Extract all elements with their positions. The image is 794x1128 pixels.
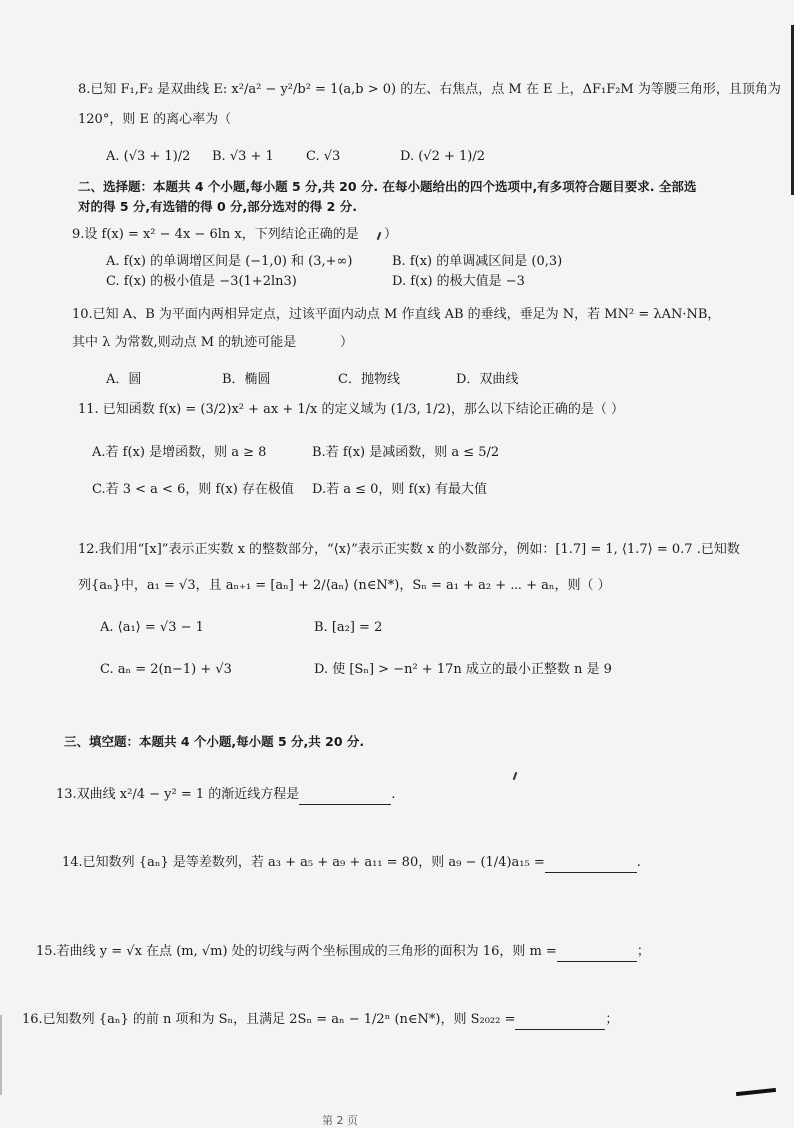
q10-option-c: C．抛物线 — [338, 372, 400, 387]
q8-option-b: B. √3 + 1 — [212, 149, 274, 164]
q8-stem-cont: 120°，则 E 的离心率为（ — [78, 112, 232, 127]
scan-speck — [513, 772, 518, 780]
q11-option-c: C.若 3 < a < 6，则 f(x) 存在极值 — [92, 482, 294, 497]
page-footer: 第 2 页 — [322, 1114, 358, 1127]
page-corner-mark — [736, 1088, 776, 1096]
q10-option-d: D．双曲线 — [456, 372, 519, 387]
q16-stem: 16.已知数列 {aₙ} 的前 n 项和为 Sₙ，且满足 2Sₙ = aₙ − 1/2ⁿ (n∈N*)，则 S₂₀₂₂ = — [22, 1012, 516, 1027]
q9-option-d: D. f(x) 的极大值是 −3 — [392, 274, 525, 289]
q14-answer-blank[interactable] — [545, 856, 637, 873]
q8-option-c: C. √3 — [306, 149, 341, 164]
q12-stem-cont: 列{aₙ}中，a₁ = √3，且 aₙ₊₁ = [aₙ] + 2/⟨aₙ⟩ (n∈N*)，Sₙ = a₁ + a₂ + ⋯ + aₙ，则（ ） — [78, 578, 611, 593]
q10-option-a: A．圆 — [106, 372, 142, 387]
q11-option-d: D.若 a ≤ 0，则 f(x) 有最大值 — [312, 482, 487, 497]
q10-option-b: B．椭圆 — [222, 372, 271, 387]
q15-answer-blank[interactable] — [557, 945, 637, 962]
section-2-title: 二、选择题：本题共 4 个小题,每小题 5 分,共 20 分. 在每小题给出的四个选项中,有多项符合题目要求. 全部选 — [78, 179, 697, 194]
q11-stem: 11. 已知函数 f(x) = (3/2)x² + ax + 1/x 的定义域为 (1/3, 1/2)，那么以下结论正确的是（ ） — [78, 402, 625, 417]
q13-end: . — [391, 787, 396, 802]
q8-option-a: A. (√3 + 1)/2 — [106, 149, 191, 164]
q13-row — [56, 785, 395, 805]
q12-option-d: D. 使 [Sₙ] > −n² + 17n 成立的最小正整数 n 是 9 — [314, 662, 612, 677]
q12-option-b: B. [a₂] = 2 — [314, 620, 383, 635]
q12-stem: 12.我们用“[x]”表示正实数 x 的整数部分，“⟨x⟩”表示正实数 x 的小数部分，例如：[1.7] = 1, ⟨1.7⟩ = 0.7 .已知数 — [78, 542, 740, 557]
q14-end: . — [636, 855, 641, 870]
q16-row — [22, 1010, 618, 1030]
q12-option-a: A. ⟨a₁⟩ = √3 − 1 — [100, 620, 204, 635]
q14-row — [62, 853, 641, 873]
q11-option-b: B.若 f(x) 是减函数，则 a ≤ 5/2 — [312, 445, 500, 460]
page-edge-shadow — [781, 25, 794, 195]
q14-stem: 14.已知数列 {aₙ} 是等差数列，若 a₃ + a₅ + a₉ + a₁₁ = 80，则 a₉ − (1/4)a₁₅ = — [62, 855, 545, 870]
q16-end: ； — [605, 1012, 619, 1027]
q13-answer-blank[interactable] — [299, 788, 391, 805]
q11-option-a: A.若 f(x) 是增函数，则 a ≥ 8 — [92, 445, 267, 460]
q15-row — [36, 942, 650, 962]
q10-stem: 10.已知 A、B 为平面内两相异定点，过该平面内动点 M 作直线 AB 的垂线，垂足为 N，若 MN² = λAN·NB， — [72, 307, 721, 322]
q9-option-b: B. f(x) 的单调减区间是 (0,3) — [392, 254, 563, 269]
q12-option-c: C. aₙ = 2(n−1) + √3 — [100, 662, 232, 677]
q10-stem-cont: 其中 λ 为常数,则动点 M 的轨迹可能是 — [72, 335, 297, 350]
page-edge-shadow-left — [0, 1015, 8, 1095]
q8-option-d: D. (√2 + 1)/2 — [400, 149, 486, 164]
section-3-title: 三、填空题：本题共 4 个小题,每小题 5 分,共 20 分. — [64, 734, 365, 749]
q10-paren: ） — [340, 335, 354, 350]
q9-paren: ） — [384, 227, 398, 242]
scan-speck — [377, 232, 382, 240]
q15-stem: 15.若曲线 y = √x 在点 (m, √m) 处的切线与两个坐标围成的三角形的面积为 16，则 m = — [36, 944, 557, 959]
section-2-title-cont: 对的得 5 分,有选错的得 0 分,部分选对的得 2 分. — [78, 199, 357, 214]
q8-stem: 8.已知 F₁,F₂ 是双曲线 E: x²/a² − y²/b² = 1(a,b > 0) 的左、右焦点，点 M 在 E 上，ΔF₁F₂M 为等腰三角形，且顶角为 — [78, 82, 781, 97]
q15-end: ； — [636, 944, 650, 959]
q13-stem: 13.双曲线 x²/4 − y² = 1 的渐近线方程是 — [56, 787, 300, 802]
q16-answer-blank[interactable] — [515, 1013, 605, 1030]
q9-option-c: C. f(x) 的极小值是 −3(1+2ln3) — [106, 274, 297, 289]
q9-stem: 9.设 f(x) = x² − 4x − 6ln x，下列结论正确的是 — [72, 227, 359, 242]
q9-option-a: A. f(x) 的单调增区间是 (−1,0) 和 (3,+∞) — [106, 254, 353, 269]
